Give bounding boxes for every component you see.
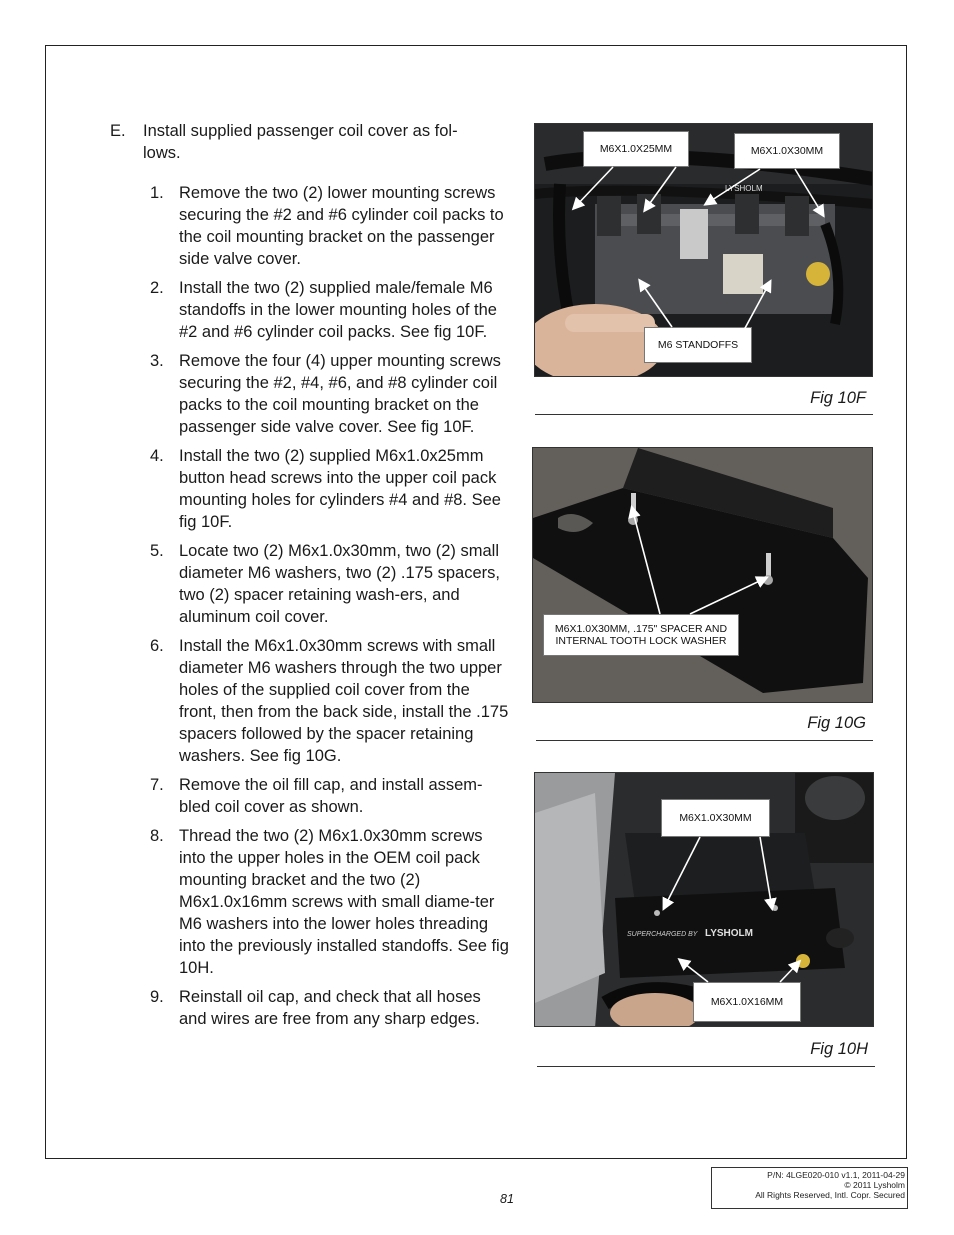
figure-10f-rule [535, 414, 873, 415]
item-text: Install the two (2) supplied male/female M6 standoffs in the lower mounting holes of the #2 and #6 cylinder coil packs. See fig 10F. [179, 279, 497, 341]
list-item [150, 350, 510, 438]
callout-line-1: M6X1.0X30MM, .175" SPACER AND [554, 623, 728, 635]
item-number: 6. [150, 637, 164, 655]
item-number: 1. [150, 184, 164, 202]
page-number: 81 [500, 1192, 514, 1206]
cover-lysholm-text: LYSHOLM [705, 928, 753, 939]
list-item [150, 182, 510, 270]
figure-10g-caption: Fig 10G [807, 714, 866, 732]
item-text: Locate two (2) M6x1.0x30mm, two (2) small diameter M6 washers, two (2) .175 spacers, two (2) spacer retaining wash-ers, and aluminum coil cover. [179, 542, 500, 626]
item-text: Reinstall oil cap, and check that all hoses and wires are free from any sharp edges. [179, 988, 481, 1028]
lysholm-logo-text: LYSHOLM [725, 184, 763, 193]
list-item [150, 635, 510, 767]
callout-m6x1-30: M6X1.0X30MM [734, 133, 840, 169]
cover-supercharged-text: SUPERCHARGED BY [627, 931, 698, 938]
figure-10g-rule [536, 740, 873, 741]
item-text: Remove the two (2) lower mounting screws securing the #2 and #6 cylinder coil packs to the coil mounting bracket on the passenger side valve cover. [179, 184, 504, 268]
item-number: 2. [150, 279, 164, 297]
item-text: Thread the two (2) M6x1.0x30mm screws into the upper holes in the OEM coil pack mounting bracket and the two (2) M6x1.0x16mm screws with small diame-ter M6 washers into the lower holes threading into the previously installed standoffs. See fig 10H. [179, 827, 509, 977]
callout-m6x1-25: M6X1.0X25MM [583, 131, 689, 167]
figure-10h-caption: Fig 10H [810, 1040, 868, 1058]
item-text: Install the M6x1.0x30mm screws with small diameter M6 washers through the two upper holes of the supplied coil cover from the front, then from the back side, install the .175 spacers followed by the spacer retaining washers. See fig 10G. [179, 637, 509, 765]
instruction-list [150, 182, 510, 1037]
item-number: 5. [150, 542, 164, 560]
item-number: 4. [150, 447, 164, 465]
step-letter: E. [110, 122, 126, 140]
figure-10f-caption: Fig 10F [810, 389, 866, 407]
item-number: 7. [150, 776, 164, 794]
item-number: 3. [150, 352, 164, 370]
list-item [150, 277, 510, 343]
step-text: Install supplied passenger coil cover as fol-lows. [143, 122, 458, 162]
item-text: Install the two (2) supplied M6x1.0x25mm button head screws into the upper coil pack mounting holes for cylinders #4 and #8. See fig 10F. [179, 447, 501, 531]
list-item [150, 445, 510, 533]
list-item [150, 825, 510, 979]
list-item [150, 540, 510, 628]
item-text: Remove the four (4) upper mounting screws securing the #2, #4, #6, and #8 cylinder coil packs to the coil mounting bracket on the passenger side valve cover. See fig 10F. [179, 352, 501, 436]
item-text: Remove the oil fill cap, and install assem-bled coil cover as shown. [179, 776, 483, 816]
rights-text: All Rights Reserved, Intl. Copr. Secured [755, 1190, 905, 1200]
item-number: 9. [150, 988, 164, 1006]
callout-spacer-washer [543, 614, 739, 656]
callout-line-2: INTERNAL TOOTH LOCK WASHER [555, 635, 727, 647]
part-number: P/N: 4LGE020-010 v1.1, 2011-04-29 [767, 1170, 905, 1180]
callout-m6-standoffs: M6 STANDOFFS [644, 327, 752, 363]
figure-10h-rule [537, 1066, 875, 1067]
figure-10g-photo [532, 447, 873, 703]
item-number: 8. [150, 827, 164, 845]
list-item [150, 774, 510, 818]
footer-info-box [711, 1167, 908, 1209]
list-item [150, 986, 510, 1030]
callout-m6x1-16: M6X1.0X16MM [693, 982, 801, 1022]
copyright: © 2011 Lysholm [844, 1180, 905, 1190]
callout-m6x1-30-h: M6X1.0X30MM [661, 799, 770, 837]
